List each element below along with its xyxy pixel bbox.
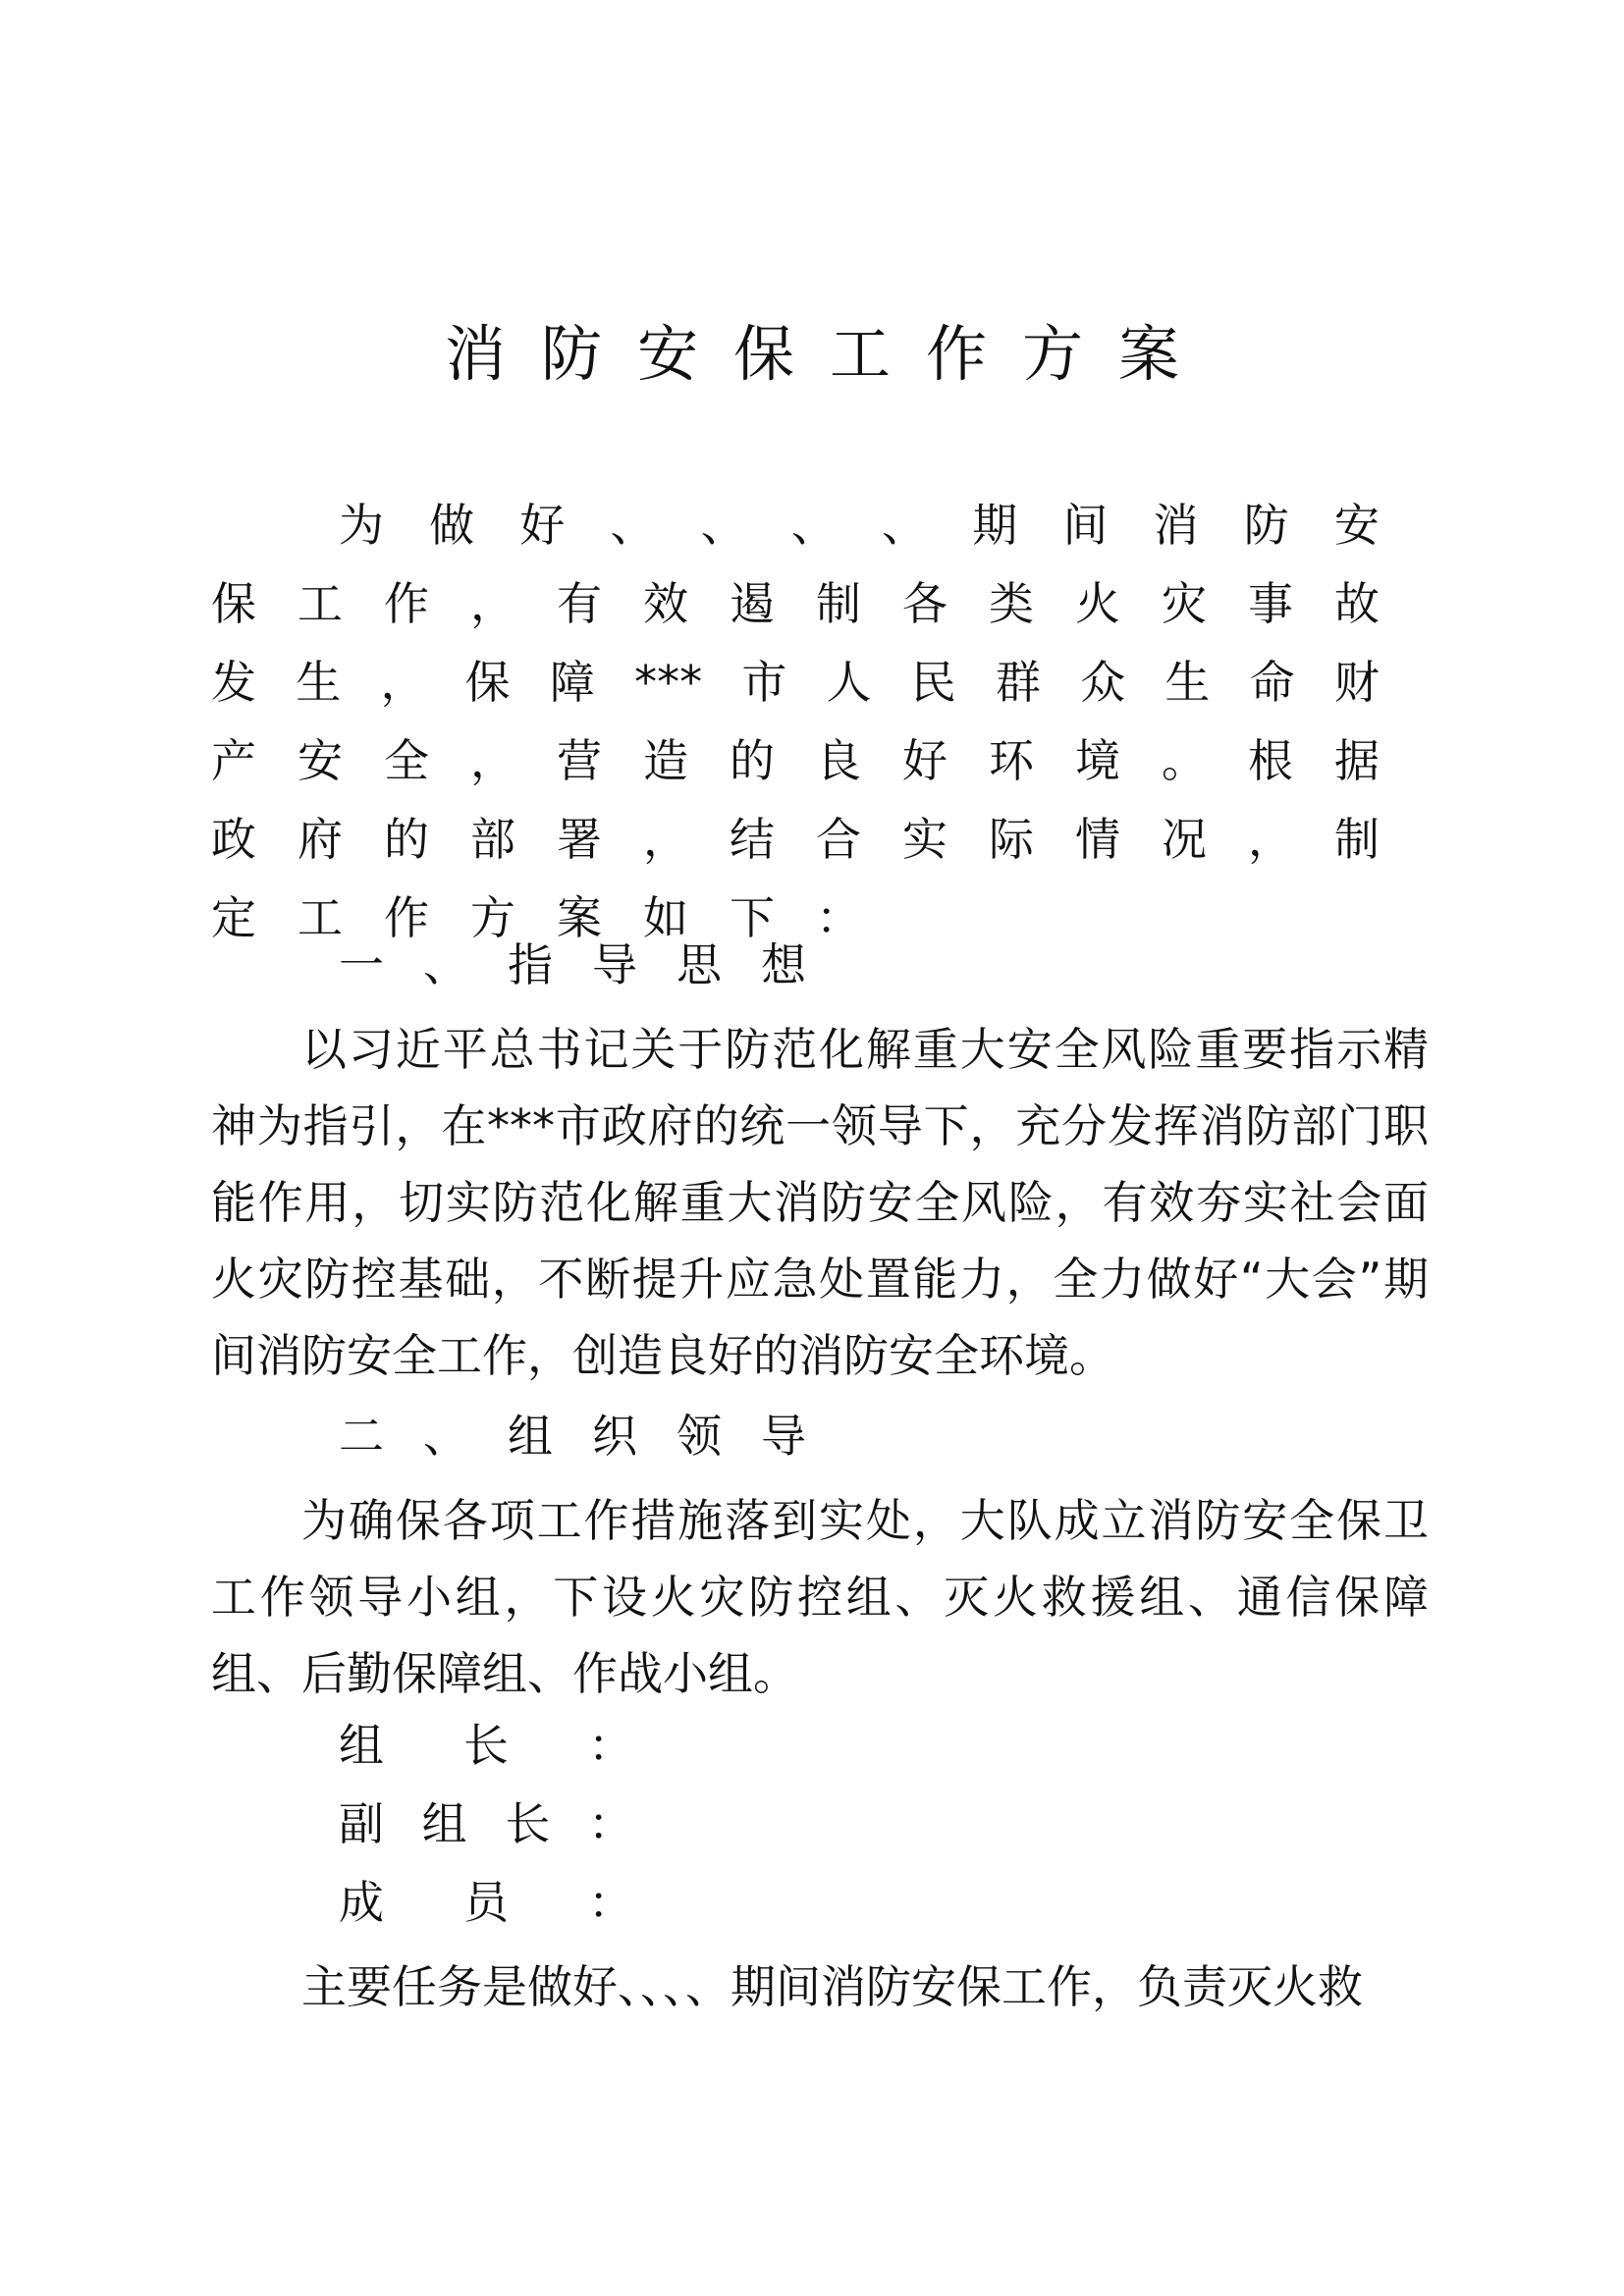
intro-char: 生 [1164, 656, 1211, 709]
intro-char: *** [634, 656, 703, 709]
member-label-char: 组 [421, 1797, 467, 1850]
intro-char: 故 [1334, 577, 1380, 630]
intro-char: 产 [211, 734, 256, 787]
intro-char: 营 [557, 734, 602, 787]
intro-char: 政 [211, 813, 256, 866]
member-label-char: 长 [505, 1797, 551, 1850]
intro-char: ， [470, 577, 515, 630]
member-label-char: 长 [463, 1719, 509, 1772]
intro-char: 、 [700, 499, 746, 552]
section-heading-guiding-ideology: 一、指导思想 [339, 938, 845, 991]
member-label-char: 组 [339, 1719, 384, 1772]
intro-char: ， [380, 656, 426, 709]
member-label-char: ： [588, 1719, 633, 1772]
intro-char: 保 [211, 577, 256, 630]
intro-char: 有 [557, 577, 602, 630]
intro-char: 市 [741, 656, 787, 709]
intro-char: 工 [298, 577, 343, 630]
intro-char: 灾 [1162, 577, 1207, 630]
member-line-leader [339, 1719, 633, 1772]
member-line-deputy-leader [339, 1797, 633, 1850]
intro-char: 环 [989, 734, 1034, 787]
intro-char: 的 [730, 734, 775, 787]
intro-char: 、 [882, 499, 928, 552]
intro-char: 障 [549, 656, 595, 709]
intro-char: 作 [384, 891, 429, 944]
intro-char: ， [643, 813, 688, 866]
guiding-ideology-paragraph: 以习近平总书记关于防范化解重大安全风险重要指示精神为指引，在***市政府的统一领导下，充分发挥消防部门职能作用，切实防范化解重大消防安全风险，有效夯实社会面火灾防控基础，不断提升应急处置能力，全力做好“大会”期间消防安全工作，创造良好的消防安全环境。 [211, 1023, 1429, 1382]
intro-char: 遏 [730, 577, 775, 630]
intro-char: ： [816, 891, 861, 944]
intro-char: 消 [1153, 499, 1199, 552]
intro-char: 据 [1334, 734, 1380, 787]
intro-char: 事 [1248, 577, 1293, 630]
intro-char: 生 [296, 656, 342, 709]
intro-char: 制 [816, 577, 861, 630]
intro-char: 命 [1249, 656, 1295, 709]
intro-char: 各 [902, 577, 947, 630]
member-label-char: 成 [339, 1876, 384, 1929]
member-label-char: 员 [463, 1876, 509, 1929]
intro-char: 保 [464, 656, 511, 709]
intro-char: 案 [557, 891, 602, 944]
intro-char: 如 [643, 891, 688, 944]
intro-char: 实 [902, 813, 947, 866]
member-label-char: ： [587, 1797, 633, 1850]
intro-char: 根 [1248, 734, 1293, 787]
intro-char: 境 [1075, 734, 1120, 787]
intro-char: 结 [730, 813, 775, 866]
member-label-char: ： [588, 1876, 633, 1929]
intro-char: 署 [557, 813, 602, 866]
member-label-char: 副 [339, 1797, 384, 1850]
intro-char: 、 [610, 499, 656, 552]
intro-char: 际 [989, 813, 1034, 866]
intro-line [211, 643, 1380, 721]
intro-char: 期 [972, 499, 1018, 552]
intro-char: 情 [1075, 813, 1120, 866]
intro-char: 为 [339, 499, 384, 552]
main-tasks-paragraph: 主要任务是做好、、、、期间消防安保工作，负责灭火救 [301, 1960, 1363, 2013]
intro-char: 工 [298, 891, 343, 944]
section-heading-organization: 二、组织领导 [339, 1410, 845, 1463]
intro-line [211, 800, 1380, 879]
intro-char: 发 [211, 656, 256, 709]
intro-char: 安 [1333, 499, 1380, 552]
intro-char: 府 [298, 813, 343, 866]
intro-char: 制 [1334, 813, 1380, 866]
intro-line [339, 486, 1380, 564]
intro-char: 。 [1162, 734, 1207, 787]
intro-char: 、 [790, 499, 837, 552]
intro-char: 火 [1075, 577, 1120, 630]
intro-char: 的 [384, 813, 429, 866]
intro-char: 做 [429, 499, 475, 552]
intro-char: 财 [1333, 656, 1380, 709]
intro-char: 人 [826, 656, 872, 709]
intro-char: 安 [298, 734, 343, 787]
intro-char: 况 [1162, 813, 1207, 866]
intro-char: 类 [989, 577, 1034, 630]
intro-paragraph [211, 486, 1380, 957]
intro-char: 民 [910, 656, 956, 709]
intro-char: ， [470, 734, 515, 787]
intro-char: 作 [384, 577, 429, 630]
intro-char: 全 [384, 734, 429, 787]
intro-char: 造 [643, 734, 688, 787]
organization-paragraph: 为确保各项工作措施落到实处，大队成立消防安全保卫工作领导小组，下设火灾防控组、灭火救援组、通信保障组、后勤保障组、作战小组。 [211, 1494, 1429, 1700]
member-line-members [339, 1876, 633, 1929]
intro-char: 群 [995, 656, 1041, 709]
intro-char: 方 [470, 891, 515, 944]
intro-char: 良 [816, 734, 861, 787]
intro-char: 好 [519, 499, 566, 552]
intro-char: 众 [1080, 656, 1126, 709]
intro-char: 间 [1062, 499, 1109, 552]
intro-line [211, 564, 1380, 643]
intro-char: 防 [1243, 499, 1289, 552]
intro-char: 定 [211, 891, 256, 944]
intro-char: 效 [643, 577, 688, 630]
intro-line [211, 721, 1380, 800]
intro-char: 合 [816, 813, 861, 866]
intro-char: 好 [902, 734, 947, 787]
intro-char: 部 [470, 813, 515, 866]
intro-char: ， [1248, 813, 1293, 866]
document-title: 消防安保工作方案 [444, 318, 1215, 390]
intro-char: 下 [730, 891, 775, 944]
